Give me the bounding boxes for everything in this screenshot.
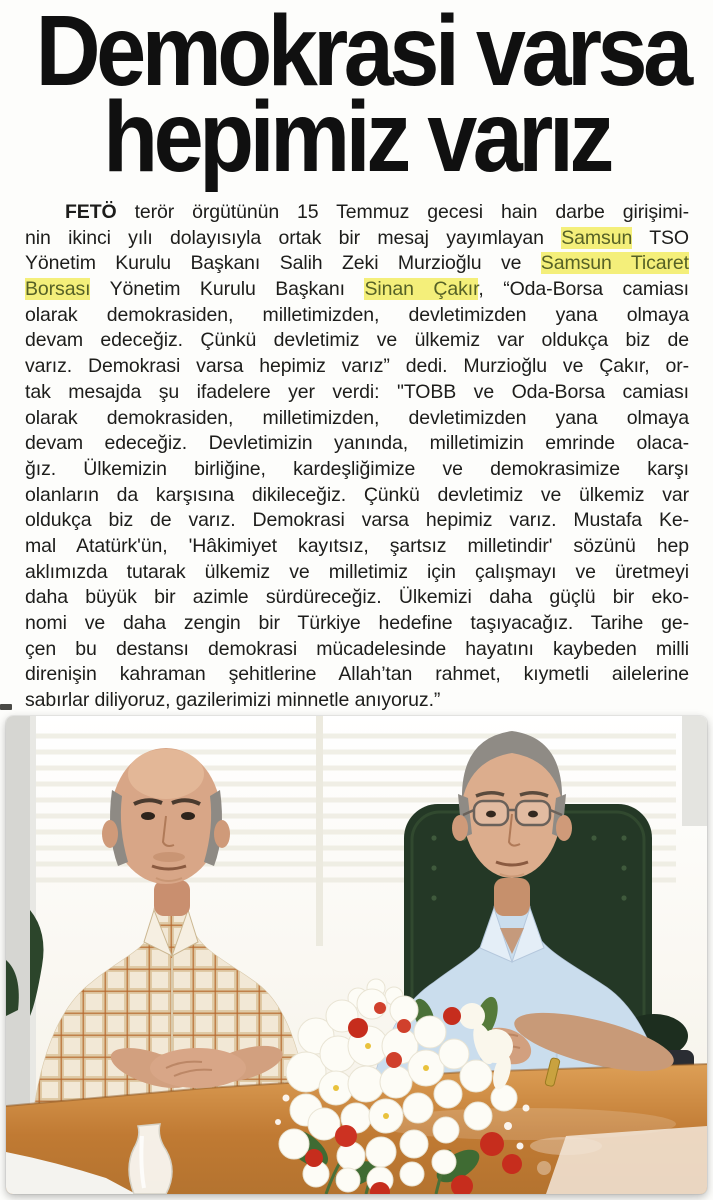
article-line <box>25 380 689 406</box>
article-line <box>25 611 689 637</box>
body-text: sabırlar diliyoruz, gazilerimizi minnetle anıyoruz.” <box>25 689 441 712</box>
body-text: ğız. Ülkemizin birliğine, kardeşliğimize ve demokrasimize karşı <box>25 457 689 480</box>
article-line <box>25 585 689 611</box>
body-text: terör örgütünün 15 Temmuz gecesi hain darbe girişimi- <box>116 201 689 223</box>
body-text: nomi ve daha zengin bir Türkiye hedefine taşıyacağız. Tarihe ge- <box>25 612 689 634</box>
body-text: çen bu destansı demokrasi mücadelesinde hayatını kaybeden milli <box>25 637 689 660</box>
eyes <box>486 811 496 818</box>
article-line <box>25 688 689 714</box>
highlighted-text: Borsası <box>25 278 91 301</box>
window-mullion <box>316 716 323 946</box>
article-line <box>25 354 689 380</box>
neck <box>494 878 530 916</box>
body-text: nin ikinci yılı dolayısıyla ortak bir mesaj yayımlayan <box>25 226 562 249</box>
neck <box>154 880 190 916</box>
article-line <box>25 251 689 277</box>
article-line <box>25 560 689 586</box>
body-text: olarak demokrasiden, milletimizden, devletimizden yana olmaya <box>25 406 689 429</box>
headline-line-2: hepimiz varız <box>103 81 610 193</box>
scan-artifact <box>0 704 12 710</box>
article-line <box>25 457 689 483</box>
article-line <box>25 226 689 252</box>
body-text: daha büyük bir azimle sürdüreceğiz. Ülkemizi daha güçlü bir eko- <box>25 586 689 609</box>
body-text: Yönetim Kurulu Başkanı Salih Zeki Murzioğlu ve <box>25 252 541 275</box>
article-line <box>25 662 689 688</box>
article-line <box>25 534 689 560</box>
article-line <box>25 277 689 303</box>
photo-illustration <box>6 716 707 1194</box>
body-text: Yönetim Kurulu Başkanı <box>90 278 365 301</box>
body-text: mal Atatürk'ün, 'Hâkimiyet kayıtsız, şartsız milletindir' sözünü hep <box>25 534 689 557</box>
article-line <box>25 200 689 226</box>
highlighted-text: Samsun Ticaret <box>540 252 689 275</box>
ear <box>452 815 468 841</box>
article-line <box>25 406 689 432</box>
headline <box>35 0 689 193</box>
body-text: TSO <box>632 226 689 249</box>
article-line <box>25 508 689 534</box>
body-text: tak mesajda şu ifadelere yer verdi: "TOBB ve Oda-Borsa camiası <box>25 380 689 403</box>
article-line <box>25 483 689 509</box>
eyes <box>141 812 155 820</box>
photo <box>6 716 707 1194</box>
body-text: oldukça biz de varız. Demokrasi varsa hepimiz varız. Mustafa Ke- <box>25 509 689 532</box>
article-line <box>25 328 689 354</box>
highlighted-text: Samsun <box>561 226 633 249</box>
article-line <box>25 431 689 457</box>
body-text: devam edeceğiz. Çünkü devletimiz ve ülkemiz var oldukça biz de <box>25 329 689 352</box>
body-text: direnişin kahraman şehitlerine Allah’tan rahmet, kıymetli ailelerine <box>25 663 689 686</box>
article-body <box>25 200 689 714</box>
article-line <box>25 637 689 663</box>
ear <box>102 820 118 848</box>
body-text: aklımızda tutarak ülkemiz ve milletimiz için çalışmayı ve üretmeyi <box>25 560 689 583</box>
highlighted-text: Sinan Çakır <box>364 278 479 301</box>
body-text: varız. Demokrasi varsa hepimiz varız” dedi. Murzioğlu ve Çakır, or- <box>25 355 689 378</box>
body-text: , “Oda-Borsa camiası <box>478 278 689 301</box>
headline-line-1: Demokrasi varsa <box>35 0 689 107</box>
article-line <box>25 303 689 329</box>
wall-right <box>682 716 707 826</box>
body-text: olanların da karşısına dikileceğiz. Çünkü devletimiz ve ülkemiz var <box>25 483 689 506</box>
body-text: devam edeceğiz. Devletimizin yanında, milletimizin emrinde olaca- <box>25 432 689 455</box>
body-text: olarak demokrasiden, milletimizden, devletimizden yana olmaya <box>25 303 689 326</box>
lead-word: FETÖ <box>65 201 117 223</box>
